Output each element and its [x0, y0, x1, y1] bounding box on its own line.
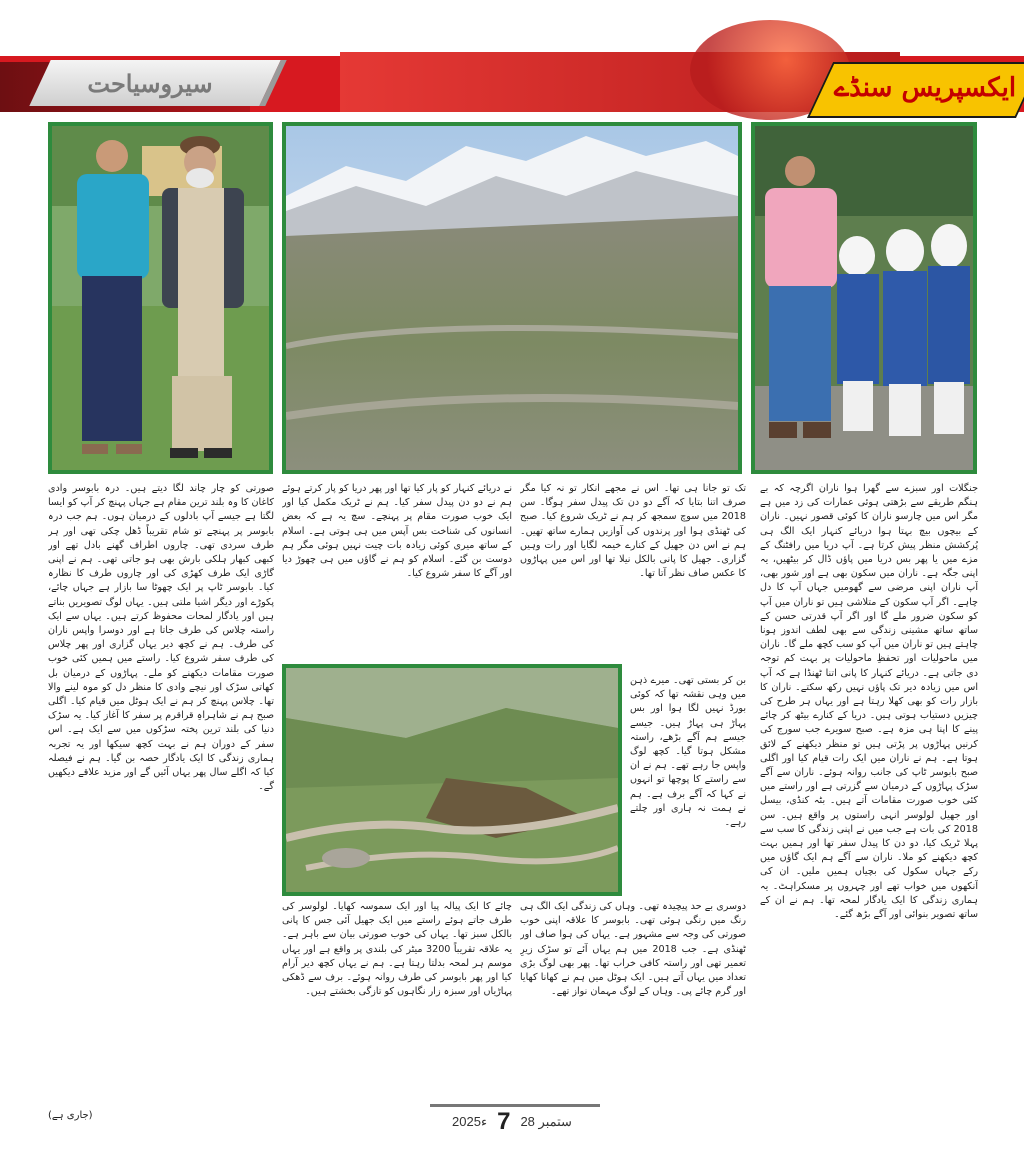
article-column-3-top: نے دریائے کنہار کو پار کیا تھا اور پھر دریا کو پار کرتے ہوئے ہم نے دو دن پیدل سفر کیا۔ ہم نے ٹریک مکمل کیا اور ایک خوب صورت مقام پر پہنچے۔ سچ یہ ہے کہ بعض انسانوں کی شناخت بس آپس میں ہی ہوتی ہے۔ اسلام کے ساتھ میری کوئی زیادہ بات چیت نہیں ہوئی مگر ہم دوست بن گئے۔ اسلام کو ہم نے گاؤں میں ہی چھوڑ دیا اور آگے کا سفر شروع کیا۔ — [282, 483, 512, 580]
photo-winding-road — [282, 664, 622, 896]
section-title: سیروسیاحت — [87, 68, 213, 98]
photo-man-with-schoolgirls — [751, 122, 977, 474]
photo-two-men — [48, 122, 273, 474]
article-column-2-bottom: دوسری بے حد پیچیدہ تھی۔ وہاں کی زندگی ایک الگ ہی رنگ میں رنگی ہوئی تھی۔ بابوسر کا علاقہ اپنی خوب صورتی کی وجہ سے مشہور ہے۔ یہاں کی ہوا صاف اور ٹھنڈی ہے۔ جب 2018 میں ہم یہاں آئے تو سڑک زیرِ تعمیر تھی اور راستہ کافی خراب تھا۔ پھر بھی لوگ بڑی تعداد میں یہاں آتے ہیں۔ ایک ہوٹل میں ہم نے کھانا کھایا اور گرم چائے پی۔ وہاں کے لوگ مہمان نواز تھے۔ — [520, 901, 746, 998]
article-column-4: صورتی کو چار چاند لگا دیتے ہیں۔ درہ بابوسر وادی کاغان کا وہ بلند ترین مقام ہے جہاں پہنچ کر آپ کو ایسا لگتا ہے جیسے آپ بادلوں کے درمیان ہوں۔ ہم جب درہ بابوسر پر پہنچے تو شام تقریباً ڈھل چکی تھی اور ہر طرف سردی تھی۔ چاروں اطراف گھنے بادل تھے اور کبھی کبھار ہلکی بارش بھی ہو جاتی تھی۔ ہم نے اپنی گاڑی ایک طرف کھڑی کی اور چاروں طرف کا نظارہ کیا۔ بابوسر ٹاپ پر ایک چھوٹا سا بازار ہے جہاں چائے، پکوڑے اور دیگر اشیا ملتی ہیں۔ یہاں لوگ تصویریں بناتے ہیں اور یادگار لمحات محفوظ کرتے ہیں۔ یہاں سے ایک راستہ چلاس کی طرف جاتا ہے اور دوسرا واپس ناران کی طرف۔ ہم نے کچھ دیر یہاں گزاری اور پھر چلاس کی طرف سفر شروع کیا۔ راستے میں ہمیں کئی خوب صورت مقامات دیکھنے کو ملے۔ پہاڑوں کے درمیان بل کھاتی سڑک اور نیچے وادی کا منظر دل کو موہ لینے والا تھا۔ چلاس پہنچ کر ہم نے ایک ہوٹل میں قیام کیا۔ اگلی صبح ہم نے شاہراہِ قراقرم پر سفر کا آغاز کیا۔ یہ سڑک دنیا کی بلند ترین پختہ سڑکوں میں سے ایک ہے۔ اس سفر کے دوران ہم نے بہت کچھ سیکھا اور یہ تجربہ ہماری زندگی کا ایک یادگار حصہ بن گیا۔ ہم نے فیصلہ کیا کہ اگلے سال پھر یہاں آئیں گے اور مزید علاقے دیکھیں گے۔ — [48, 483, 274, 793]
page-footer — [400, 1108, 624, 1136]
article-column-1: جنگلات اور سبزے سے گھرا ہوا ناران اگرچہ کہ بے ہنگم طریقے سے بڑھتی ہوئی عمارات کی زد میں ہے مگر اس میں چارسو ناران کا کوئی قصور نہیں۔ ناران کے بیچوں بیچ بہتا ہوا دریائے کنہار ایک الگ ہی پُرکشش منظر پیش کرتا ہے۔ آپ دریا میں رافٹنگ کے مزے میں یا پھر بس دریا میں پاؤں ڈال کر بیٹھیں، یہ اپنی جگہ ہے۔ ناران میں سکون بھی ہے اور شور بھی، آپ ناران اپنی مرضی سے گھومیں جہاں آپ کا دل چاہے۔ اگر آپ سکون کے متلاشی ہیں تو ناران میں آپ کو سکون ضرور ملے گا اور اگر آپ قدرتی حسن کے ساتھ ساتھ مشینی زندگی سے بھی لطف اندوز ہونا چاہتے ہیں تو ناران میں آپ کو سب کچھ ملے گا۔ ناران میں ماحولیات اور تحفظِ ماحولیات پر بہت کم توجہ دی جاتی ہے۔ دریائے کنہار کا پانی اتنا ٹھنڈا ہے کہ آپ اس میں زیادہ دیر تک پاؤں نہیں رکھ سکتے۔ ناران کا بازار رات کو بھی کھلا رہتا ہے اور یہاں ہر طرح کی چیزیں دستیاب ہوتی ہیں۔ دریا کے کنارے بیٹھ کر چائے پینے کا اپنا ہی مزہ ہے۔ صبح سویرے جب سورج کی کرنیں پہاڑوں پر پڑتی ہیں تو منظر دیکھنے کے لائق ہوتا ہے۔ ہم نے ناران میں ایک رات قیام کیا اور اگلی صبح بابوسر ٹاپ کی جانب روانہ ہوئے۔ ناران سے آگے سڑک پہاڑوں کے درمیان سے گزرتی ہے اور راستے میں کئی خوب صورت مقامات آتے ہیں۔ بٹہ کنڈی، بیسل اور جھیل لولوسر انہی راستوں پر واقع ہیں۔ سن 2018 کی بات ہے جب میں نے اپنی زندگی کا سب سے پہلا ٹریک کیا، دو دن کا پیدل سفر تھا اور ہمیں بہت کچھ دیکھنے کو ملا۔ ناران سے آگے ہم ایک گاؤں میں رکے جہاں سکول کی بچیاں ہمیں ملیں۔ ان کی آنکھوں میں خواب تھے اور چہروں پر مسکراہٹ۔ یہ ہماری زندگی کا ایک یادگار لمحہ تھا۔ ہم نے ان کے ساتھ تصویر بنوائی اور آگے بڑھ گئے۔ — [760, 483, 978, 921]
footer-rule — [430, 1104, 600, 1107]
photo-mountain-meadow — [282, 122, 742, 474]
photo-two-men-image — [52, 126, 269, 470]
article-column-2-top: تک تو جانا ہی تھا۔ اس نے مجھے انکار تو نہ کیا مگر صرف اتنا بتایا کہ آگے دو دن تک پیدل سفر ہوگا۔ سن 2018 میں سوچ سمجھ کر ہم نے ٹریک شروع کیا۔ صبح کی ٹھنڈی ہوا اور پرندوں کی آوازیں ہمارے ساتھ تھیں۔ ہم نے اس دن جھیل کے کنارے خیمہ لگایا اور رات وہیں گزاری۔ جھیل کا پانی بالکل نیلا تھا اور اس میں پہاڑوں کا عکس صاف نظر آتا تھا۔ — [520, 483, 746, 580]
footer-year: 2025ء — [452, 1114, 488, 1129]
article-column-3-bottom: چائے کا ایک پیالہ پیا اور ایک سموسہ کھایا۔ لولوسر کی طرف جاتے ہوئے راستے میں ایک جھیل آئی جس کا پانی بالکل سبز تھا۔ یہاں کی خوب صورتی بیان سے باہر ہے۔ یہ علاقہ تقریباً 3200 میٹر کی بلندی پر واقع ہے اور یہاں موسم ہر لمحہ بدلتا رہتا ہے۔ ہم نے یہاں کچھ دیر آرام کیا اور پھر بابوسر کی طرف روانہ ہوئے۔ برف سے ڈھکی پہاڑیاں اور سبزہ زار نگاہوں کو تازگی بخشتے ہیں۔ — [282, 901, 512, 998]
photo-mountain-meadow-image — [286, 126, 738, 470]
page-number: 7 — [497, 1108, 511, 1135]
footer-date: 28 ستمبر — [520, 1114, 572, 1129]
photo-schoolgirls-image — [755, 126, 973, 470]
photo-winding-road-image — [286, 668, 618, 892]
continued-note: (جاری ہے) — [48, 1110, 93, 1121]
newspaper-logo: ایکسپریس سنڈے — [833, 73, 1017, 103]
article-column-2-mid: بن کر بستی تھی۔ میرے ذہن میں وہی نقشہ تھا کہ کوئی بورڈ نہیں لگا ہوا اور بس پہاڑ ہی پہاڑ ہیں۔ جیسے جیسے ہم آگے بڑھے، راستہ مشکل ہوتا گیا۔ کچھ لوگ واپس جا رہے تھے۔ ہم نے ان سے راستے کا پوچھا تو انہوں نے کہا کہ آگے برف ہے۔ ہم نے ہمت نہ ہاری اور چلتے رہے۔ — [630, 675, 746, 829]
